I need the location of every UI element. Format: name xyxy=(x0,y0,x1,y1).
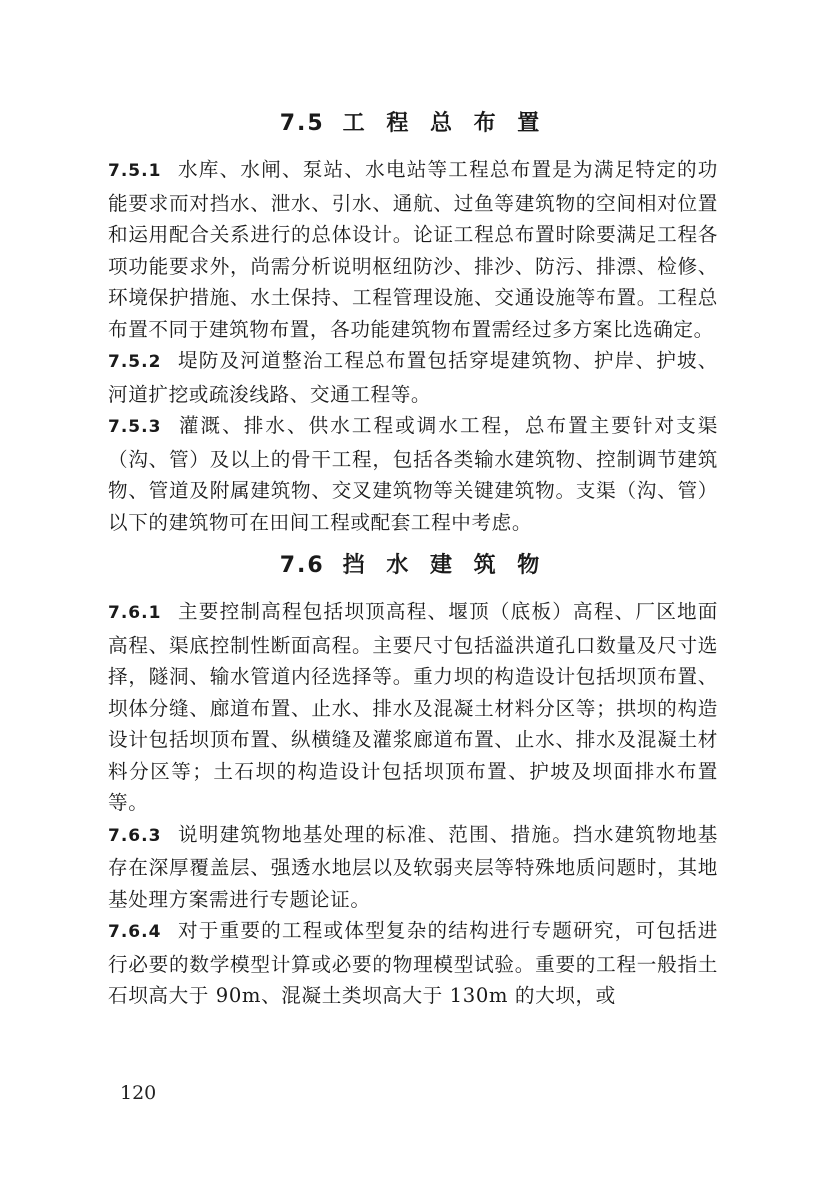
section-heading-7-6 xyxy=(108,546,718,586)
clause-7-6-1 xyxy=(108,596,718,819)
document-page xyxy=(108,104,718,1012)
clause-7-5-2 xyxy=(108,345,718,410)
clause-number: 7.6.1 xyxy=(108,603,162,623)
section-title: 挡 水 建 筑 物 xyxy=(342,553,547,578)
page-number: 120 xyxy=(120,1082,157,1104)
section-heading-7-5 xyxy=(108,104,718,144)
clause-text: 灌溉、排水、供水工程或调水工程，总布置主要针对支渠（沟、管）及以上的骨干工程，包括各类输水建筑物、控制调节建筑物、管道及附属建筑物、交叉建筑物等关键建筑物。支渠（沟、管）以下的建筑物可在田间工程或配套工程中考虑。 xyxy=(108,414,718,534)
clause-text: 主要控制高程包括坝顶高程、堰顶（底板）高程、厂区地面高程、渠底控制性断面高程。主要尺寸包括溢洪道孔口数量及尺寸选择，隧洞、输水管道内径选择等。重力坝的构造设计包括坝顶布置、坝体分缝、廊道布置、止水、排水及混凝土材料分区等；拱坝的构造设计包括坝顶布置、纵横缝及灌浆廊道布置、止水、排水及混凝土材料分区等；土石坝的构造设计包括坝顶布置、护坡及坝面排水布置等。 xyxy=(108,600,718,814)
clause-7-5-1 xyxy=(108,154,718,345)
clause-number: 7.6.3 xyxy=(108,825,162,846)
section-number: 7.6 xyxy=(279,553,325,578)
clause-number: 7.5.3 xyxy=(108,417,162,437)
clause-7-6-4 xyxy=(108,915,718,1012)
clause-7-5-3 xyxy=(108,410,718,538)
section-number: 7.5 xyxy=(279,111,325,136)
clause-text: 说明建筑物地基处理的标准、范围、措施。挡水建筑物地基存在深厚覆盖层、强透水地层以及软弱夹层等特殊地质问题时，其地基处理方案需进行专题论证。 xyxy=(108,822,718,911)
clause-text: 水库、水闸、泵站、水电站等工程总布置是为满足特定的功能要求而对挡水、泄水、引水、通航、过鱼等建筑物的空间相对位置和运用配合关系进行的总体设计。论证工程总布置时除要满足工程各项功能要求外，尚需分析说明枢纽防沙、排沙、防污、排漂、检修、环境保护措施、水土保持、工程管理设施、交通设施等布置。工程总布置不同于建筑物布置，各功能建筑物布置需经过多方案比选确定。 xyxy=(108,158,718,341)
clause-text: 对于重要的工程或体型复杂的结构进行专题研究，可包括进行必要的数学模型计算或必要的物理模型试验。重要的工程一般指土石坝高大于 90m、混凝土类坝高大于 130m 的大坝，或 xyxy=(108,919,718,1007)
clause-number: 7.6.4 xyxy=(108,922,162,942)
clause-7-6-3 xyxy=(108,819,718,916)
section-title: 工 程 总 布 置 xyxy=(342,111,547,136)
clause-text: 堤防及河道整治工程总布置包括穿堤建筑物、护岸、护坡、河道扩挖或疏浚线路、交通工程等。 xyxy=(108,349,718,406)
clause-number: 7.5.1 xyxy=(108,161,162,181)
clause-number: 7.5.2 xyxy=(108,352,162,372)
